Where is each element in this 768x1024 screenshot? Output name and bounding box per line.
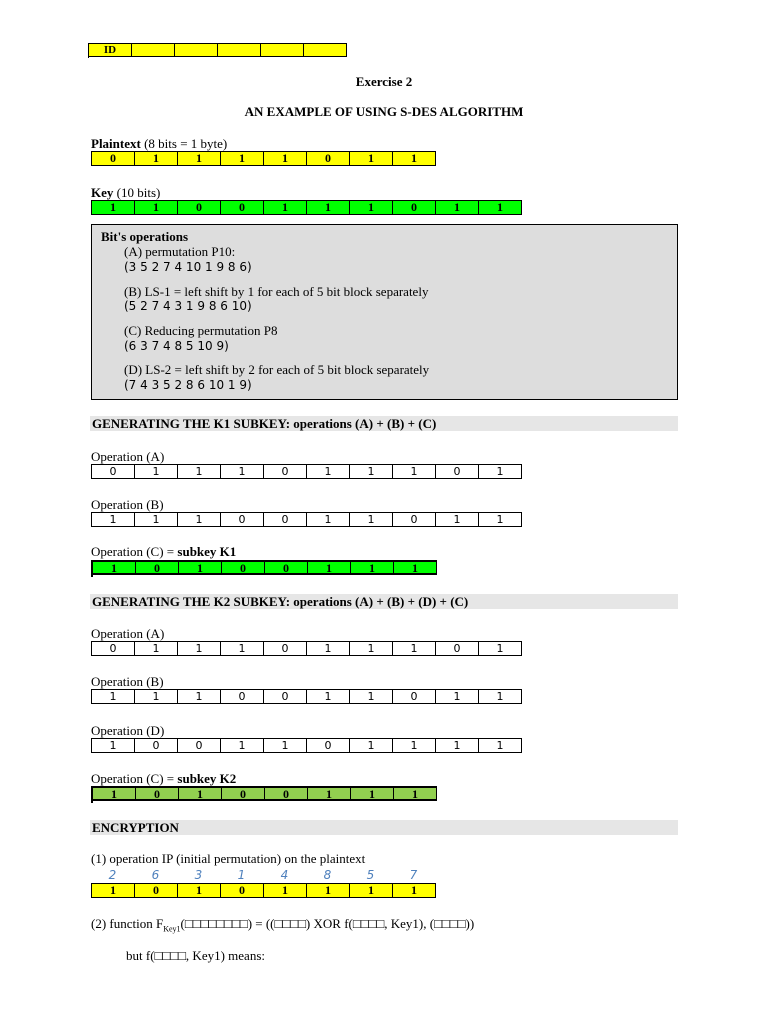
- op-c-desc: (C) Reducing permutation P8: [124, 323, 278, 338]
- bit-cell: 1: [479, 689, 522, 704]
- k1-section-heading: GENERATING THE K1 SUBKEY: operations (A) + (B) + (C): [90, 416, 678, 431]
- bit-cell: 0: [135, 883, 178, 898]
- bit-cell: 1: [436, 738, 479, 753]
- encryption-step-1: (1) operation IP (initial permutation) on the plaintext: [91, 851, 366, 866]
- bit-cell: 1: [178, 151, 221, 166]
- bit-cell: 1: [135, 512, 178, 527]
- bit-cell: 1: [307, 200, 350, 215]
- key-label: Key (10 bits): [91, 185, 161, 200]
- bit-cell: 0: [393, 200, 436, 215]
- bit-cell: 0: [265, 560, 308, 575]
- k2-op-c-label: Operation (C) = subkey K2: [91, 771, 237, 786]
- plaintext-label: Plaintext (8 bits = 1 byte): [91, 136, 228, 151]
- bit-cell: 1: [479, 464, 522, 479]
- bit-cell: 1: [92, 689, 135, 704]
- bit-cell: 0: [436, 641, 479, 656]
- ip-result-bits: [91, 883, 436, 898]
- k2-op-d-label: Operation (D): [91, 723, 165, 738]
- op-c-seq: (6 3 7 4 8 5 10 9): [124, 339, 229, 353]
- ip-order-number: 2: [108, 868, 117, 882]
- k1-op-b-label: Operation (B): [91, 497, 164, 512]
- bit-cell: 1: [135, 464, 178, 479]
- ip-order-number: 4: [280, 868, 289, 882]
- bit-cell: 1: [394, 560, 437, 575]
- op-b-desc: (B) LS-1 = left shift by 1 for each of 5 bit block separately: [124, 284, 429, 299]
- bit-cell: 1: [308, 560, 351, 575]
- bit-cell: 1: [221, 151, 264, 166]
- id-box-2[interactable]: [175, 43, 218, 57]
- bit-operations-box: [91, 224, 678, 400]
- bit-cell: 1: [135, 689, 178, 704]
- bit-cell: 1: [178, 512, 221, 527]
- bit-cell: 1: [135, 151, 178, 166]
- bit-cell: 1: [436, 512, 479, 527]
- bit-cell: 0: [265, 786, 308, 801]
- bit-cell: 0: [92, 641, 135, 656]
- bit-cell: 1: [479, 738, 522, 753]
- bit-cell: 1: [178, 689, 221, 704]
- bit-cell: 0: [136, 560, 179, 575]
- bit-cell: 0: [221, 689, 264, 704]
- bit-cell: 0: [307, 738, 350, 753]
- exercise-title: Exercise 2: [355, 74, 413, 89]
- bit-cell: 1: [178, 464, 221, 479]
- bit-cell: 0: [92, 464, 135, 479]
- bit-cell: 1: [307, 464, 350, 479]
- bit-cell: 1: [351, 786, 394, 801]
- bit-cell: 0: [221, 200, 264, 215]
- bit-cell: 1: [221, 641, 264, 656]
- k1-op-b-bits: [91, 512, 522, 527]
- bit-cell: 1: [479, 641, 522, 656]
- bit-cell: 1: [350, 200, 393, 215]
- bit-cell: 1: [393, 151, 436, 166]
- k1-op-a-bits: [91, 464, 522, 479]
- id-box-4[interactable]: [261, 43, 304, 57]
- encryption-step-2: (2) function $F_{Key1}(□□□□□□□□)$ = ((□□□□) XOR f(□□□□, Key1), (□□□□)): [91, 916, 475, 934]
- bit-cell: 1: [393, 464, 436, 479]
- k1-op-a-label: Operation (A): [91, 449, 165, 464]
- bit-cell: 0: [264, 512, 307, 527]
- bit-cell: 0: [264, 641, 307, 656]
- op-d-desc: (D) LS-2 = left shift by 2 for each of 5 bit block separately: [124, 362, 430, 377]
- op-a-desc: (A) permutation P10:: [124, 244, 236, 259]
- bit-cell: 1: [479, 200, 522, 215]
- bit-cell: 1: [307, 689, 350, 704]
- bit-cell: 1: [350, 883, 393, 898]
- bit-cell: 1: [92, 883, 135, 898]
- bit-cell: 1: [221, 464, 264, 479]
- bit-cell: 1: [308, 786, 351, 801]
- bit-cell: 1: [178, 883, 221, 898]
- bit-cell: 1: [264, 200, 307, 215]
- bit-cell: 1: [307, 512, 350, 527]
- subkey-k1-bits: [91, 560, 437, 577]
- bit-cell: 1: [135, 200, 178, 215]
- plaintext-bits: [91, 151, 436, 166]
- bit-cell: 1: [93, 560, 136, 575]
- bit-cell: 1: [92, 512, 135, 527]
- bit-cell: 0: [135, 738, 178, 753]
- bit-cell: 0: [264, 689, 307, 704]
- id-row: [88, 43, 347, 58]
- bit-cell: 1: [179, 786, 222, 801]
- bit-cell: 0: [178, 200, 221, 215]
- bit-cell: 0: [264, 464, 307, 479]
- k1-op-c-label: Operation (C) = subkey K1: [91, 544, 237, 559]
- bit-cell: 1: [351, 560, 394, 575]
- bit-cell: 1: [92, 200, 135, 215]
- key-bits: [91, 200, 522, 215]
- k2-op-a-label: Operation (A): [91, 626, 165, 641]
- bit-cell: 1: [393, 883, 436, 898]
- bit-cell: 1: [92, 738, 135, 753]
- bit-cell: 1: [479, 512, 522, 527]
- bit-cell: 1: [264, 883, 307, 898]
- ip-order-number: 8: [323, 868, 332, 882]
- bit-cell: 0: [436, 464, 479, 479]
- bit-cell: 1: [350, 738, 393, 753]
- encryption-step-3: but f(□□□□, Key1) means:: [126, 948, 265, 963]
- bit-cell: 1: [393, 641, 436, 656]
- bit-cell: 1: [350, 512, 393, 527]
- bit-cell: 1: [350, 641, 393, 656]
- bit-cell: 1: [436, 689, 479, 704]
- k2-op-a-bits: [91, 641, 522, 656]
- bit-ops-heading: Bit's operations: [101, 229, 189, 244]
- main-title: AN EXAMPLE OF USING S-DES ALGORITHM: [244, 104, 524, 119]
- id-box-5[interactable]: [304, 43, 347, 57]
- bit-cell: 1: [135, 641, 178, 656]
- id-label: ID: [89, 43, 132, 57]
- bit-cell: 1: [350, 151, 393, 166]
- encryption-heading: ENCRYPTION: [90, 820, 678, 835]
- ip-order-number: 3: [194, 868, 203, 882]
- id-box-1[interactable]: [132, 43, 175, 57]
- bit-cell: 1: [393, 738, 436, 753]
- op-d-seq: (7 4 3 5 2 8 6 10 1 9): [124, 378, 252, 392]
- bit-cell: 0: [92, 151, 135, 166]
- ip-order-numbers: [91, 868, 435, 882]
- ip-order-number: 1: [237, 868, 246, 882]
- ip-order-number: 7: [409, 868, 418, 882]
- bit-cell: 0: [393, 512, 436, 527]
- subkey-k2-bits: [91, 786, 437, 803]
- bit-cell: 1: [264, 151, 307, 166]
- bit-cell: 0: [307, 151, 350, 166]
- k2-op-b-bits: [91, 689, 522, 704]
- bit-cell: 0: [393, 689, 436, 704]
- bit-cell: 1: [307, 641, 350, 656]
- bit-cell: 1: [436, 200, 479, 215]
- op-b-seq: (5 2 7 4 3 1 9 8 6 10): [124, 299, 252, 313]
- id-box-3[interactable]: [218, 43, 261, 57]
- k2-op-b-label: Operation (B): [91, 674, 164, 689]
- bit-cell: 1: [264, 738, 307, 753]
- k2-section-heading: GENERATING THE K2 SUBKEY: operations (A) + (B) + (D) + (C): [90, 594, 678, 609]
- bit-cell: 0: [222, 560, 265, 575]
- bit-cell: 1: [178, 641, 221, 656]
- ip-order-number: 5: [366, 868, 375, 882]
- op-a-seq: (3 5 2 7 4 10 1 9 8 6): [124, 260, 252, 274]
- bit-cell: 1: [350, 689, 393, 704]
- bit-cell: 0: [222, 786, 265, 801]
- bit-cell: 0: [221, 883, 264, 898]
- bit-cell: 1: [350, 464, 393, 479]
- bit-cell: 1: [93, 786, 136, 801]
- bit-cell: 1: [394, 786, 437, 801]
- ip-order-number: 6: [151, 868, 160, 882]
- bit-cell: 0: [221, 512, 264, 527]
- bit-cell: 0: [136, 786, 179, 801]
- bit-cell: 1: [179, 560, 222, 575]
- bit-cell: 1: [221, 738, 264, 753]
- bit-cell: 0: [178, 738, 221, 753]
- bit-cell: 1: [307, 883, 350, 898]
- k2-op-d-bits: [91, 738, 522, 753]
